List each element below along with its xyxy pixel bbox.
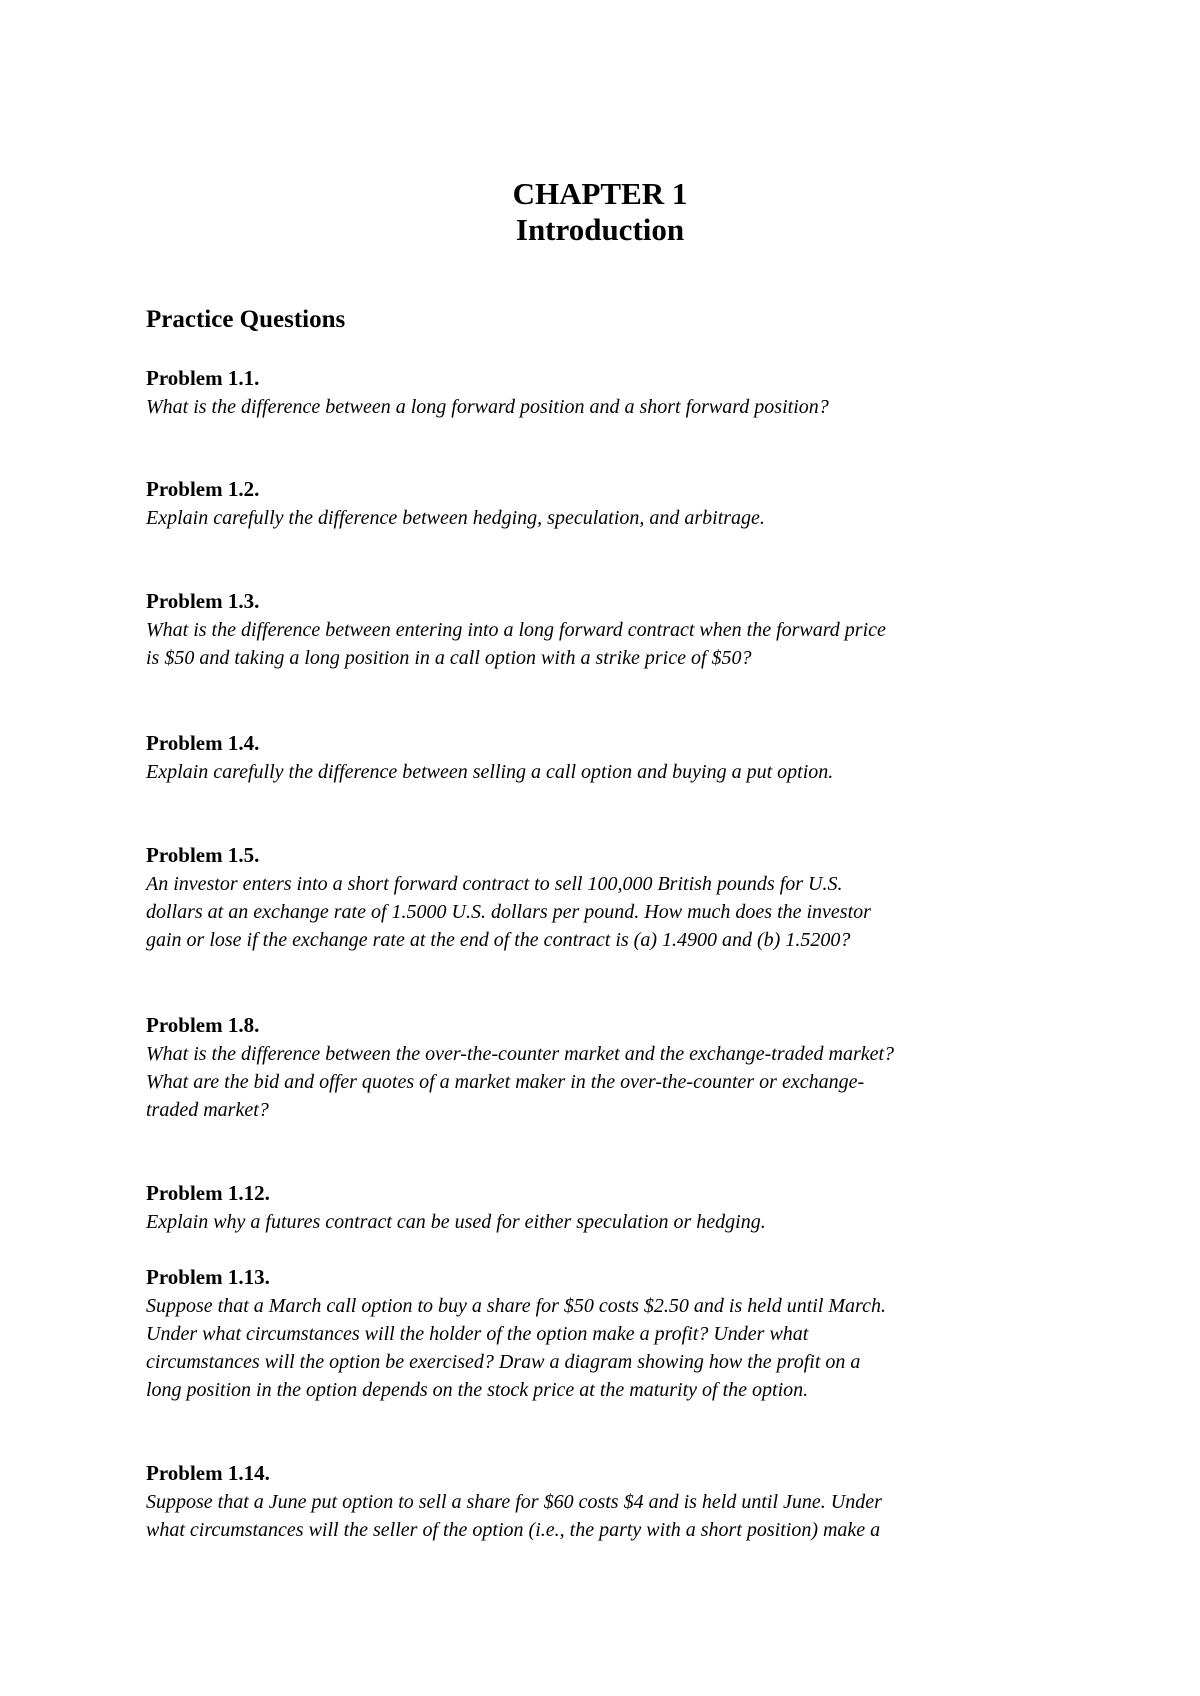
problem-label: Problem 1.8. bbox=[146, 1013, 260, 1037]
problem-line: Suppose that a June put option to sell a share for $60 costs $4 and is held until June. Under bbox=[146, 1491, 882, 1513]
problem-label: Problem 1.12. bbox=[146, 1181, 270, 1205]
problem-line: traded market? bbox=[146, 1099, 269, 1121]
problem-line: An investor enters into a short forward contract to sell 100,000 British pounds for U.S. bbox=[146, 873, 843, 895]
problem-line: Explain carefully the difference between selling a call option and buying a put option. bbox=[146, 761, 834, 783]
problem-label: Problem 1.2. bbox=[146, 477, 260, 501]
problem-1-13 bbox=[146, 1263, 1066, 1404]
problem-label: Problem 1.3. bbox=[146, 589, 260, 613]
problem-1-3 bbox=[146, 587, 1066, 672]
section-title: Practice Questions bbox=[146, 306, 346, 333]
problem-text bbox=[146, 393, 1066, 421]
problem-text bbox=[146, 1488, 1066, 1544]
problem-label: Problem 1.1. bbox=[146, 366, 260, 390]
problem-line: Suppose that a March call option to buy a share for $50 costs $2.50 and is held until March. bbox=[146, 1295, 886, 1317]
problem-1-5 bbox=[146, 841, 1066, 954]
problem-label: Problem 1.14. bbox=[146, 1461, 270, 1485]
problem-line: What is the difference between a long forward position and a short forward position? bbox=[146, 396, 829, 418]
problem-text bbox=[146, 1208, 1066, 1236]
problem-line: What are the bid and offer quotes of a market maker in the over-the-counter or exchange- bbox=[146, 1071, 865, 1093]
problem-line: long position in the option depends on the stock price at the maturity of the option. bbox=[146, 1379, 809, 1401]
problem-text bbox=[146, 504, 1066, 532]
problem-text bbox=[146, 758, 1066, 786]
problem-label: Problem 1.4. bbox=[146, 731, 260, 755]
chapter-number: CHAPTER 1 bbox=[512, 176, 688, 211]
problem-1-14 bbox=[146, 1459, 1066, 1544]
problem-line: dollars at an exchange rate of 1.5000 U.S. dollars per pound. How much does the investor bbox=[146, 901, 871, 923]
problem-line: Explain carefully the difference between hedging, speculation, and arbitrage. bbox=[146, 507, 765, 529]
problem-line: Explain why a futures contract can be used for either speculation or hedging. bbox=[146, 1211, 766, 1233]
problem-line: What is the difference between entering into a long forward contract when the forward price bbox=[146, 619, 886, 641]
problem-1-8 bbox=[146, 1011, 1066, 1124]
problem-line: is $50 and taking a long position in a call option with a strike price of $50? bbox=[146, 647, 752, 669]
problem-line: gain or lose if the exchange rate at the end of the contract is (a) 1.4900 and (b) 1.5200? bbox=[146, 929, 851, 951]
problem-1-2 bbox=[146, 475, 1066, 532]
problem-label: Problem 1.13. bbox=[146, 1265, 270, 1289]
problem-line: circumstances will the option be exercised? Draw a diagram showing how the profit on a bbox=[146, 1351, 861, 1373]
problem-1-4 bbox=[146, 729, 1066, 786]
problem-1-12 bbox=[146, 1179, 1066, 1236]
problem-line: What is the difference between the over-the-counter market and the exchange-traded market? bbox=[146, 1043, 895, 1065]
problem-label: Problem 1.5. bbox=[146, 843, 260, 867]
problem-line: Under what circumstances will the holder of the option make a profit? Under what bbox=[146, 1323, 809, 1345]
problem-text bbox=[146, 616, 1066, 672]
problem-text bbox=[146, 1292, 1066, 1404]
problem-text bbox=[146, 870, 1066, 954]
chapter-title: Introduction bbox=[515, 212, 685, 247]
problem-line: what circumstances will the seller of the option (i.e., the party with a short position) make a bbox=[146, 1519, 881, 1541]
problem-text bbox=[146, 1040, 1066, 1124]
problem-1-1 bbox=[146, 364, 1066, 421]
